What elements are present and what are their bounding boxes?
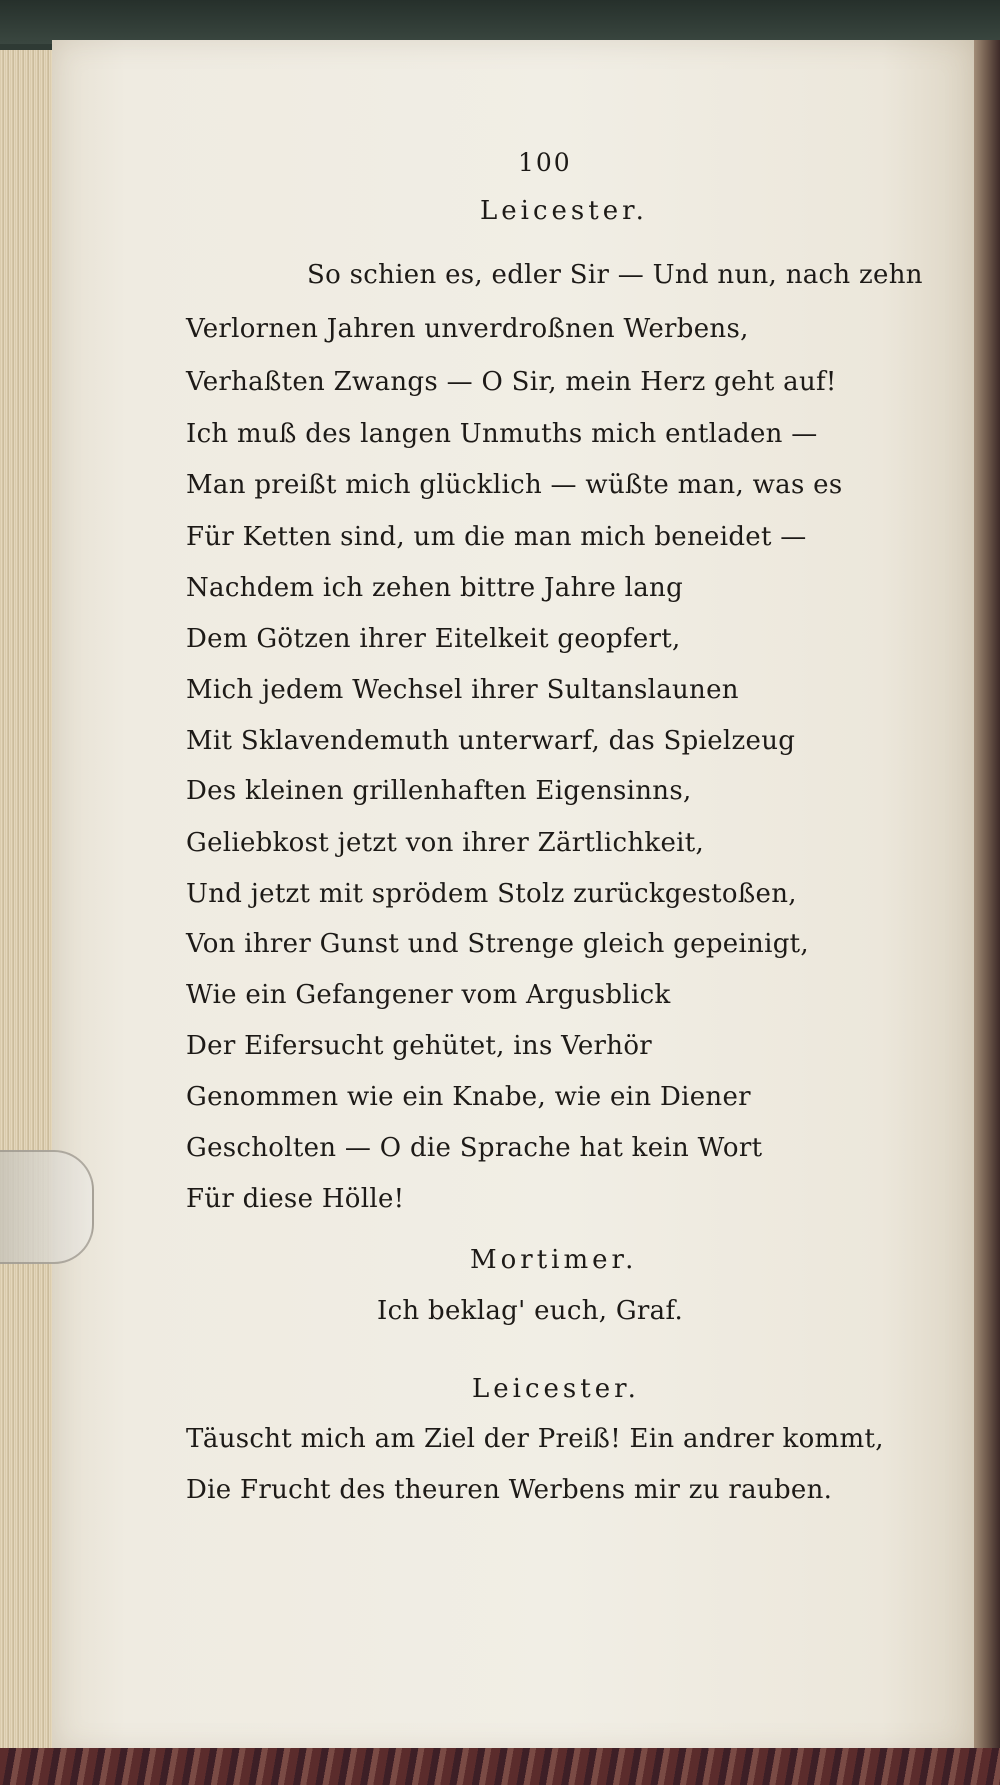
speaker-name: Mortimer. xyxy=(470,1245,638,1275)
verse-line: Für Ketten sind, um die man mich beneidet — xyxy=(186,522,807,552)
verse-line: So schien es, edler Sir — Und nun, nach zehn xyxy=(307,260,923,290)
verse-line: Ich beklag' euch, Graf. xyxy=(377,1296,684,1326)
speaker-name: Leicester. xyxy=(480,196,648,226)
verse-line: Mich jedem Wechsel ihrer Sultanslaunen xyxy=(186,675,739,705)
verse-line: Man preißt mich glücklich — wüßte man, was es xyxy=(186,470,843,500)
verse-line: Verhaßten Zwangs — O Sir, mein Herz geht auf! xyxy=(186,367,837,397)
verse-line: Des kleinen grillenhaften Eigensinns, xyxy=(186,776,692,806)
verse-line: Gescholten — O die Sprache hat kein Wort xyxy=(186,1133,763,1163)
verse-line: Verlornen Jahren unverdroßnen Werbens, xyxy=(186,314,749,344)
page-clip xyxy=(0,1150,94,1264)
verse-line: Täuscht mich am Ziel der Preiß! Ein andrer kommt, xyxy=(186,1424,884,1454)
verse-line: Mit Sklavendemuth unterwarf, das Spielzeug xyxy=(186,726,796,756)
verse-line: Nachdem ich zehen bittre Jahre lang xyxy=(186,573,684,603)
verse-line: Wie ein Gefangener vom Argusblick xyxy=(186,980,671,1010)
verse-line: Und jetzt mit sprödem Stolz zurückgestoßen, xyxy=(186,879,797,909)
page-number: 100 xyxy=(518,148,572,177)
book-cover-bottom xyxy=(0,1748,1000,1785)
verse-line: Dem Götzen ihrer Eitelkeit geopfert, xyxy=(186,624,681,654)
verse-line: Die Frucht des theuren Werbens mir zu rauben. xyxy=(186,1475,833,1505)
verse-line: Ich muß des langen Unmuths mich entladen — xyxy=(186,419,818,449)
verse-line: Der Eifersucht gehütet, ins Verhör xyxy=(186,1031,652,1061)
verse-line: Geliebkost jetzt von ihrer Zärtlichkeit, xyxy=(186,828,705,858)
background-top xyxy=(0,0,1000,44)
verse-line: Genommen wie ein Knabe, wie ein Diener xyxy=(186,1082,751,1112)
verse-line: Für diese Hölle! xyxy=(186,1184,405,1214)
speaker-name: Leicester. xyxy=(472,1374,640,1404)
verse-line: Von ihrer Gunst und Strenge gleich gepeinigt, xyxy=(186,929,809,959)
